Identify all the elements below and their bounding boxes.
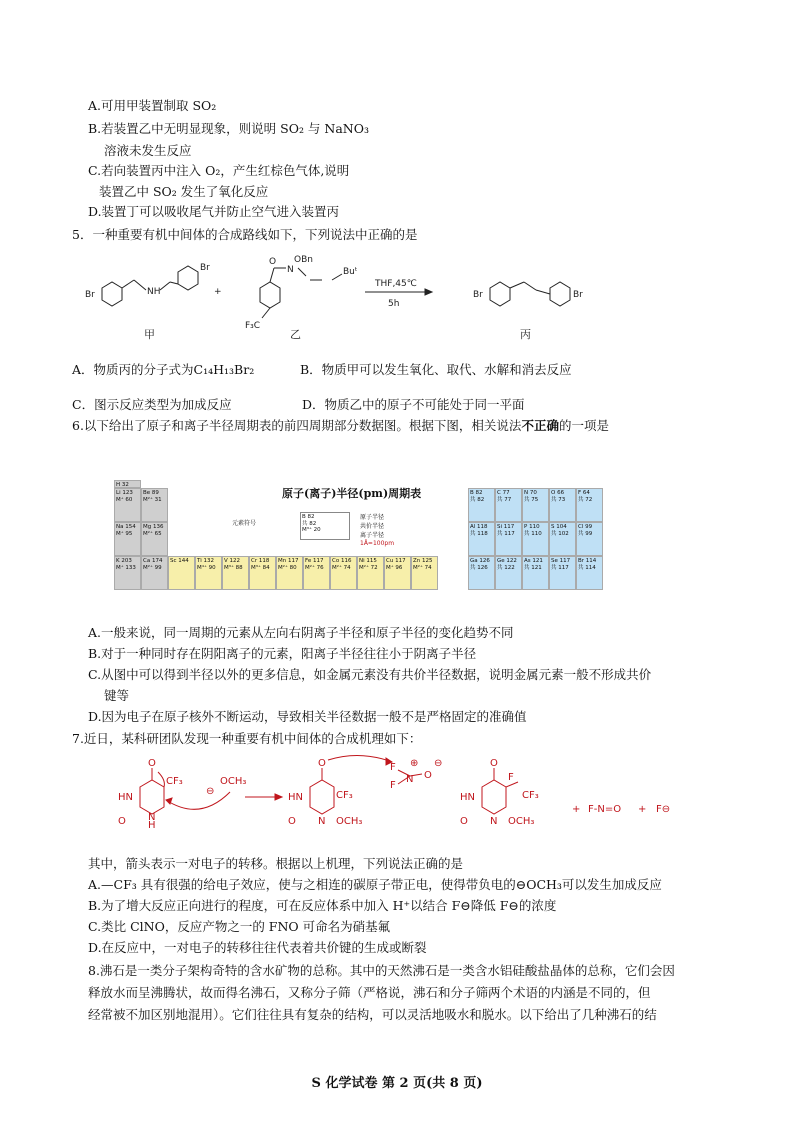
q4-option-c-line2: 装置乙中 SO₂ 发生了氧化反应 bbox=[99, 184, 269, 199]
element-cell bbox=[549, 556, 576, 590]
q5-reaction-scheme bbox=[80, 250, 620, 350]
q7-m2-o-bottom: O bbox=[288, 816, 296, 827]
element-symbol: H 32 bbox=[116, 482, 129, 488]
element-radius: M⁺ 95 bbox=[116, 530, 133, 537]
q7-fno2-n: N bbox=[406, 774, 414, 785]
element-radius: 共 77 bbox=[497, 496, 512, 503]
q6-stem-bold: 不正确 bbox=[521, 418, 559, 433]
q8-line2: 释放水而呈沸腾状，故而得名沸石，又称分子筛（严格说，沸石和分子筛两个术语的内涵是不同的，但 bbox=[88, 985, 651, 1000]
q6-legend-scale: 1Å=100pm bbox=[360, 540, 395, 547]
element-cell bbox=[411, 556, 438, 590]
element-symbol: Si 117 bbox=[497, 524, 515, 530]
q7-option-d: D.在反应中，一对电子的转移往往代表着共价键的生成或断裂 bbox=[88, 940, 427, 955]
element-symbol: Br 114 bbox=[578, 558, 597, 564]
element-symbol: Co 116 bbox=[332, 558, 352, 564]
element-symbol: Sc 144 bbox=[170, 558, 189, 564]
element-cell bbox=[522, 556, 549, 590]
element-cell bbox=[468, 522, 495, 556]
element-cell bbox=[141, 556, 168, 590]
element-symbol: C 77 bbox=[497, 490, 510, 496]
q6-legend-symbol: 元素符号 bbox=[232, 520, 257, 527]
element-symbol: Al 118 bbox=[470, 524, 488, 530]
element-symbol: Ge 122 bbox=[497, 558, 517, 564]
element-radius: M⁺ 133 bbox=[116, 564, 136, 571]
q6-option-c-line1: C.从图中可以得到半径以外的更多信息，如金属元素没有共价半径数据，说明金属元素一般不形成共价 bbox=[88, 667, 652, 682]
element-radius: 共 102 bbox=[551, 530, 569, 537]
element-symbol: Be 89 bbox=[143, 490, 159, 496]
element-cell bbox=[168, 556, 195, 590]
q6-legend-b2: 共 82 bbox=[302, 520, 317, 527]
element-symbol: Cl 99 bbox=[578, 524, 593, 530]
q7-m1-nh-n: N bbox=[148, 812, 156, 823]
q7-option-b: B.为了增大反应正向进行的程度，可在反应体系中加入 H⁺以结合 F⊖降低 F⊖的浓度 bbox=[88, 898, 557, 913]
q6-stem-pre: 6.以下给出了原子和离子半径周期表的前四周期部分数据图。根据下图，相关说法 bbox=[72, 418, 522, 433]
q7-m3-och3: OCH₃ bbox=[508, 816, 535, 827]
element-cell bbox=[495, 488, 522, 522]
element-symbol: Mn 117 bbox=[278, 558, 299, 564]
q5-bing-br-right: Br bbox=[573, 290, 583, 300]
element-symbol: As 121 bbox=[524, 558, 543, 564]
element-cell bbox=[141, 488, 168, 522]
q7-methoxide: OCH₃ bbox=[220, 776, 247, 787]
q6-option-c-line2: 键等 bbox=[104, 688, 130, 703]
q7-note: 其中，箭头表示一对电子的转移。根据以上机理，下列说法正确的是 bbox=[88, 856, 464, 871]
q6-legend-covalent: 共价半径 bbox=[360, 523, 385, 530]
element-cell bbox=[195, 556, 222, 590]
q6-legend-box bbox=[300, 512, 350, 540]
element-cell bbox=[576, 522, 603, 556]
q4-option-c-line1: C.若向装置丙中注入 O₂，产生红棕色气体,说明 bbox=[88, 163, 350, 178]
element-cell bbox=[141, 522, 168, 556]
q6-table-title: 原子(离子)半径(pm)周期表 bbox=[282, 487, 422, 500]
element-symbol: K 203 bbox=[116, 558, 132, 564]
q5-jia-br-left: Br bbox=[85, 290, 95, 300]
element-cell bbox=[222, 556, 249, 590]
element-symbol: Ti 132 bbox=[197, 558, 214, 564]
element-radius: 共 122 bbox=[497, 564, 515, 571]
q7-fno2-minus: ⊖ bbox=[434, 758, 443, 769]
q6-legend-atomic: 原子半径 bbox=[360, 514, 385, 521]
element-symbol: Zn 125 bbox=[413, 558, 433, 564]
q7-fno2-f2: F bbox=[390, 780, 396, 791]
element-radius: M²⁺ 31 bbox=[143, 496, 162, 503]
q5-label-jia: 甲 bbox=[144, 328, 155, 341]
element-radius: 共 114 bbox=[578, 564, 596, 571]
q7-m2-och3: OCH₃ bbox=[336, 816, 363, 827]
q7-product-fminus: F⊖ bbox=[656, 804, 671, 815]
element-radius: M²⁺ 99 bbox=[143, 564, 162, 571]
q5-stem: 5．一种重要有机中间体的合成路线如下，下列说法中正确的是 bbox=[72, 227, 418, 242]
q7-m1-hn: HN bbox=[118, 792, 133, 803]
element-radius: 共 75 bbox=[524, 496, 539, 503]
q7-plus-2: + bbox=[638, 804, 647, 815]
element-radius: M⁺ 60 bbox=[116, 496, 133, 503]
q5-option-a: A．物质丙的分子式为C₁₄H₁₃Br₂ bbox=[72, 362, 255, 377]
q5-jia-br-right: Br bbox=[200, 263, 210, 273]
q7-plus-1: + bbox=[572, 804, 581, 815]
q7-fno2-o: O bbox=[424, 770, 432, 781]
q8-line1: 8.沸石是一类分子架构奇特的含水矿物的总称。其中的天然沸石是一类含水铝硅酸盐晶体的总称，它们会因 bbox=[88, 963, 675, 978]
element-radius: M²⁺ 65 bbox=[143, 530, 162, 537]
element-cell bbox=[114, 522, 141, 556]
element-radius: M⁴⁺ 90 bbox=[197, 564, 216, 571]
q5-label-yi: 乙 bbox=[290, 328, 301, 341]
q5-jia-nh: NH bbox=[147, 287, 161, 297]
page-footer: S 化学试卷 第 2 页(共 8 页) bbox=[311, 1076, 483, 1091]
element-radius: 共 121 bbox=[524, 564, 542, 571]
element-radius: 共 99 bbox=[578, 530, 593, 537]
q5-option-c: C．图示反应类型为加成反应 bbox=[72, 397, 232, 412]
q7-option-c: C.类比 ClNO，反应产物之一的 FNO 可命名为硝基氟 bbox=[88, 919, 391, 934]
q7-m3-f: F bbox=[508, 772, 514, 783]
q7-fno2-plus: ⊕ bbox=[410, 758, 419, 769]
q7-m2-o-top: O bbox=[318, 758, 326, 769]
q5-yi-but: Buᵗ bbox=[343, 267, 358, 277]
q7-option-a: A.—CF₃ 具有很强的给电子效应，使与之相连的碳原子带正电，使得带负电的⊖OCH₃可以发生加成反应 bbox=[88, 877, 662, 892]
element-cell bbox=[357, 556, 384, 590]
q7-m1-o-top: O bbox=[148, 758, 156, 769]
q5-yi-obn: OBn bbox=[294, 255, 313, 265]
q7-m1-o-bottom: O bbox=[118, 816, 126, 827]
element-symbol: Mg 136 bbox=[143, 524, 164, 530]
q7-m2-hn: HN bbox=[288, 792, 303, 803]
q5-yi-n: N bbox=[287, 265, 294, 275]
element-cell bbox=[549, 522, 576, 556]
element-cell bbox=[522, 488, 549, 522]
element-cell bbox=[384, 556, 411, 590]
element-radius: M²⁺ 76 bbox=[305, 564, 324, 571]
q7-m3-o-top: O bbox=[490, 758, 498, 769]
element-radius: 共 118 bbox=[470, 530, 488, 537]
element-cell bbox=[276, 556, 303, 590]
q7-m1-cf3: CF₃ bbox=[166, 776, 183, 787]
element-symbol: O 66 bbox=[551, 490, 565, 496]
element-symbol: Na 154 bbox=[116, 524, 136, 530]
q4-option-b-line2: 溶液未发生反应 bbox=[104, 143, 192, 158]
q4-option-b-line1: B.若装置乙中无明显现象，则说明 SO₂ 与 NaNO₃ bbox=[88, 121, 369, 136]
element-radius: M²⁺ 80 bbox=[278, 564, 297, 571]
q7-m3-n: N bbox=[490, 816, 498, 827]
element-symbol: V 122 bbox=[224, 558, 241, 564]
q7-m3-hn: HN bbox=[460, 792, 475, 803]
element-cell bbox=[468, 556, 495, 590]
q7-m3-cf3: CF₃ bbox=[522, 790, 539, 801]
element-radius: 共 110 bbox=[524, 530, 542, 537]
q5-bing-br-left: Br bbox=[473, 290, 483, 300]
q6-stem-post: 的一项是 bbox=[558, 418, 609, 433]
element-radius: 共 117 bbox=[497, 530, 515, 537]
q7-mechanism-scheme bbox=[110, 752, 690, 852]
q7-methoxide-minus: ⊖ bbox=[206, 786, 215, 797]
element-radius: 共 73 bbox=[551, 496, 566, 503]
q4-option-a: A.可用甲装置制取 SO₂ bbox=[88, 98, 217, 113]
q7-m3-o-bottom: O bbox=[460, 816, 468, 827]
element-radius: 共 82 bbox=[470, 496, 485, 503]
element-cell bbox=[495, 522, 522, 556]
q5-yi-f3c: F₃C bbox=[245, 321, 261, 331]
q5-plus-sign: + bbox=[214, 287, 222, 297]
q5-yi-o: O bbox=[269, 257, 277, 267]
element-cell bbox=[249, 556, 276, 590]
element-cell bbox=[495, 556, 522, 590]
element-radius: M²⁺ 72 bbox=[359, 564, 378, 571]
q6-option-b: B.对于一种同时存在阴阳离子的元素，阳离子半径往往小于阴离子半径 bbox=[88, 646, 477, 661]
element-cell bbox=[576, 556, 603, 590]
q6-legend-ionic: 离子半径 bbox=[360, 532, 385, 539]
element-symbol: Li 123 bbox=[116, 490, 133, 496]
q6-periodic-table bbox=[114, 480, 600, 630]
element-cell bbox=[114, 488, 141, 522]
element-symbol: Fe 117 bbox=[305, 558, 324, 564]
q6-option-d: D.因为电子在原子核外不断运动，导致相关半径数据一般不是严格固定的准确值 bbox=[88, 709, 527, 724]
element-symbol: F 64 bbox=[578, 490, 590, 496]
element-radius: M³⁺ 84 bbox=[251, 564, 270, 571]
q7-product-fno: F‑N=O bbox=[588, 804, 622, 815]
element-radius: M³⁺ 88 bbox=[224, 564, 243, 571]
element-symbol: Cu 117 bbox=[386, 558, 406, 564]
element-radius: M²⁺ 74 bbox=[332, 564, 351, 571]
q6-legend-b3: M³⁺ 20 bbox=[302, 527, 321, 533]
q6-legend-b1: B 82 bbox=[302, 514, 315, 520]
element-cell bbox=[522, 522, 549, 556]
element-cell bbox=[303, 556, 330, 590]
q7-stem: 7.近日，某科研团队发现一种重要有机中间体的合成机理如下： bbox=[72, 731, 422, 746]
element-cell bbox=[330, 556, 357, 590]
q5-condition-bottom: 5h bbox=[388, 299, 400, 309]
q5-label-bing: 丙 bbox=[520, 328, 531, 341]
q4-option-d: D.装置丁可以吸收尾气并防止空气进入装置丙 bbox=[88, 204, 340, 219]
element-symbol: B 82 bbox=[470, 490, 483, 496]
element-cell bbox=[114, 556, 141, 590]
q7-m1-nh-h: H bbox=[148, 820, 156, 831]
element-symbol: Ni 115 bbox=[359, 558, 377, 564]
q5-option-b: B．物质甲可以发生氧化、取代、水解和消去反应 bbox=[300, 362, 572, 377]
element-symbol: N 70 bbox=[524, 490, 537, 496]
element-symbol: Se 117 bbox=[551, 558, 571, 564]
q5-condition-top: THF,45℃ bbox=[375, 279, 417, 289]
q5-option-d: D．物质乙中的原子不可能处于同一平面 bbox=[302, 397, 525, 412]
q7-fno2-f1: F bbox=[390, 762, 396, 773]
element-cell bbox=[576, 488, 603, 522]
element-symbol: S 104 bbox=[551, 524, 567, 530]
q6-option-a: A.一般来说，同一周期的元素从左向右阴离子半径和原子半径的变化趋势不同 bbox=[88, 625, 514, 640]
q7-m2-n: N bbox=[318, 816, 326, 827]
q8-line3: 经常被不加区别地混用）。它们往往具有复杂的结构，可以灵活地吸水和脱水。以下给出了几种沸石的结 bbox=[88, 1007, 657, 1022]
element-symbol: Ca 174 bbox=[143, 558, 163, 564]
element-radius: 共 72 bbox=[578, 496, 593, 503]
q7-m2-cf3: CF₃ bbox=[336, 790, 353, 801]
element-symbol: Ga 126 bbox=[470, 558, 490, 564]
element-radius: M⁺ 96 bbox=[386, 564, 403, 571]
element-symbol: P 110 bbox=[524, 524, 540, 530]
element-cell bbox=[114, 480, 141, 488]
q6-stem bbox=[72, 418, 609, 434]
element-cell bbox=[468, 488, 495, 522]
element-cell bbox=[549, 488, 576, 522]
element-radius: M²⁺ 74 bbox=[413, 564, 432, 571]
element-symbol: Cr 118 bbox=[251, 558, 270, 564]
element-radius: 共 126 bbox=[470, 564, 488, 571]
element-radius: 共 117 bbox=[551, 564, 569, 571]
